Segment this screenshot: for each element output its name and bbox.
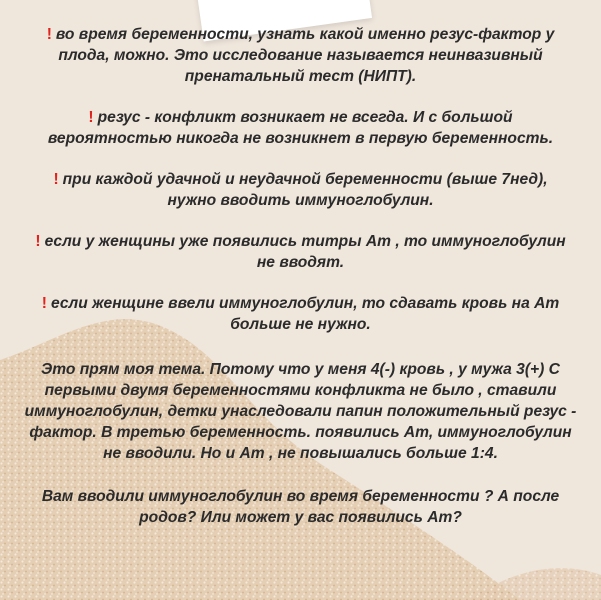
question-to-readers: Вам вводили иммуноглобулин во время беременности ? А после родов? Или может у вас появились Ат? [41, 488, 560, 526]
note-1 [31, 24, 571, 87]
exclamation-icon: ! [46, 26, 52, 43]
note-4 [31, 231, 571, 273]
exclamation-icon: ! [53, 171, 59, 188]
exclamation-icon: ! [41, 295, 47, 312]
post-text [0, 24, 601, 528]
note-text: при каждой удачной и неудачной беременности (выше 7нед), нужно вводить иммуноглобулин. [62, 171, 548, 209]
note-text: резус - конфликт возникает не всегда. И с большой вероятностью никогда не возникнет в первую беременность. [47, 109, 554, 147]
exclamation-icon: ! [35, 233, 41, 250]
note-text: если женщине ввели иммуноглобулин, то сдавать кровь на Ат больше не нужно. [50, 295, 560, 333]
note-text: во время беременности, узнать какой именно резус-фактор у плода, можно. Это исследование называется неинвазивный пренатальный тест (НИПТ). [55, 26, 555, 85]
exclamation-icon: ! [88, 109, 94, 126]
personal-story: Это прям моя тема. Потому что у меня 4(-) кровь , у мужа 3(+) С первыми двумя беременностями конфликта не было , ставили иммуноглобулин, детки унаследовали папин положительный резус - фактор. В третью беременность. появились Ат, иммуноглобулин не вводили. Но и Ат , не повышались больше 1:4. [24, 361, 577, 462]
note-3 [31, 169, 571, 211]
note-text: если у женщины уже появились титры Ат , то иммуноглобулин не вводят. [44, 233, 566, 271]
note-5 [31, 293, 571, 335]
note-2 [31, 107, 571, 149]
